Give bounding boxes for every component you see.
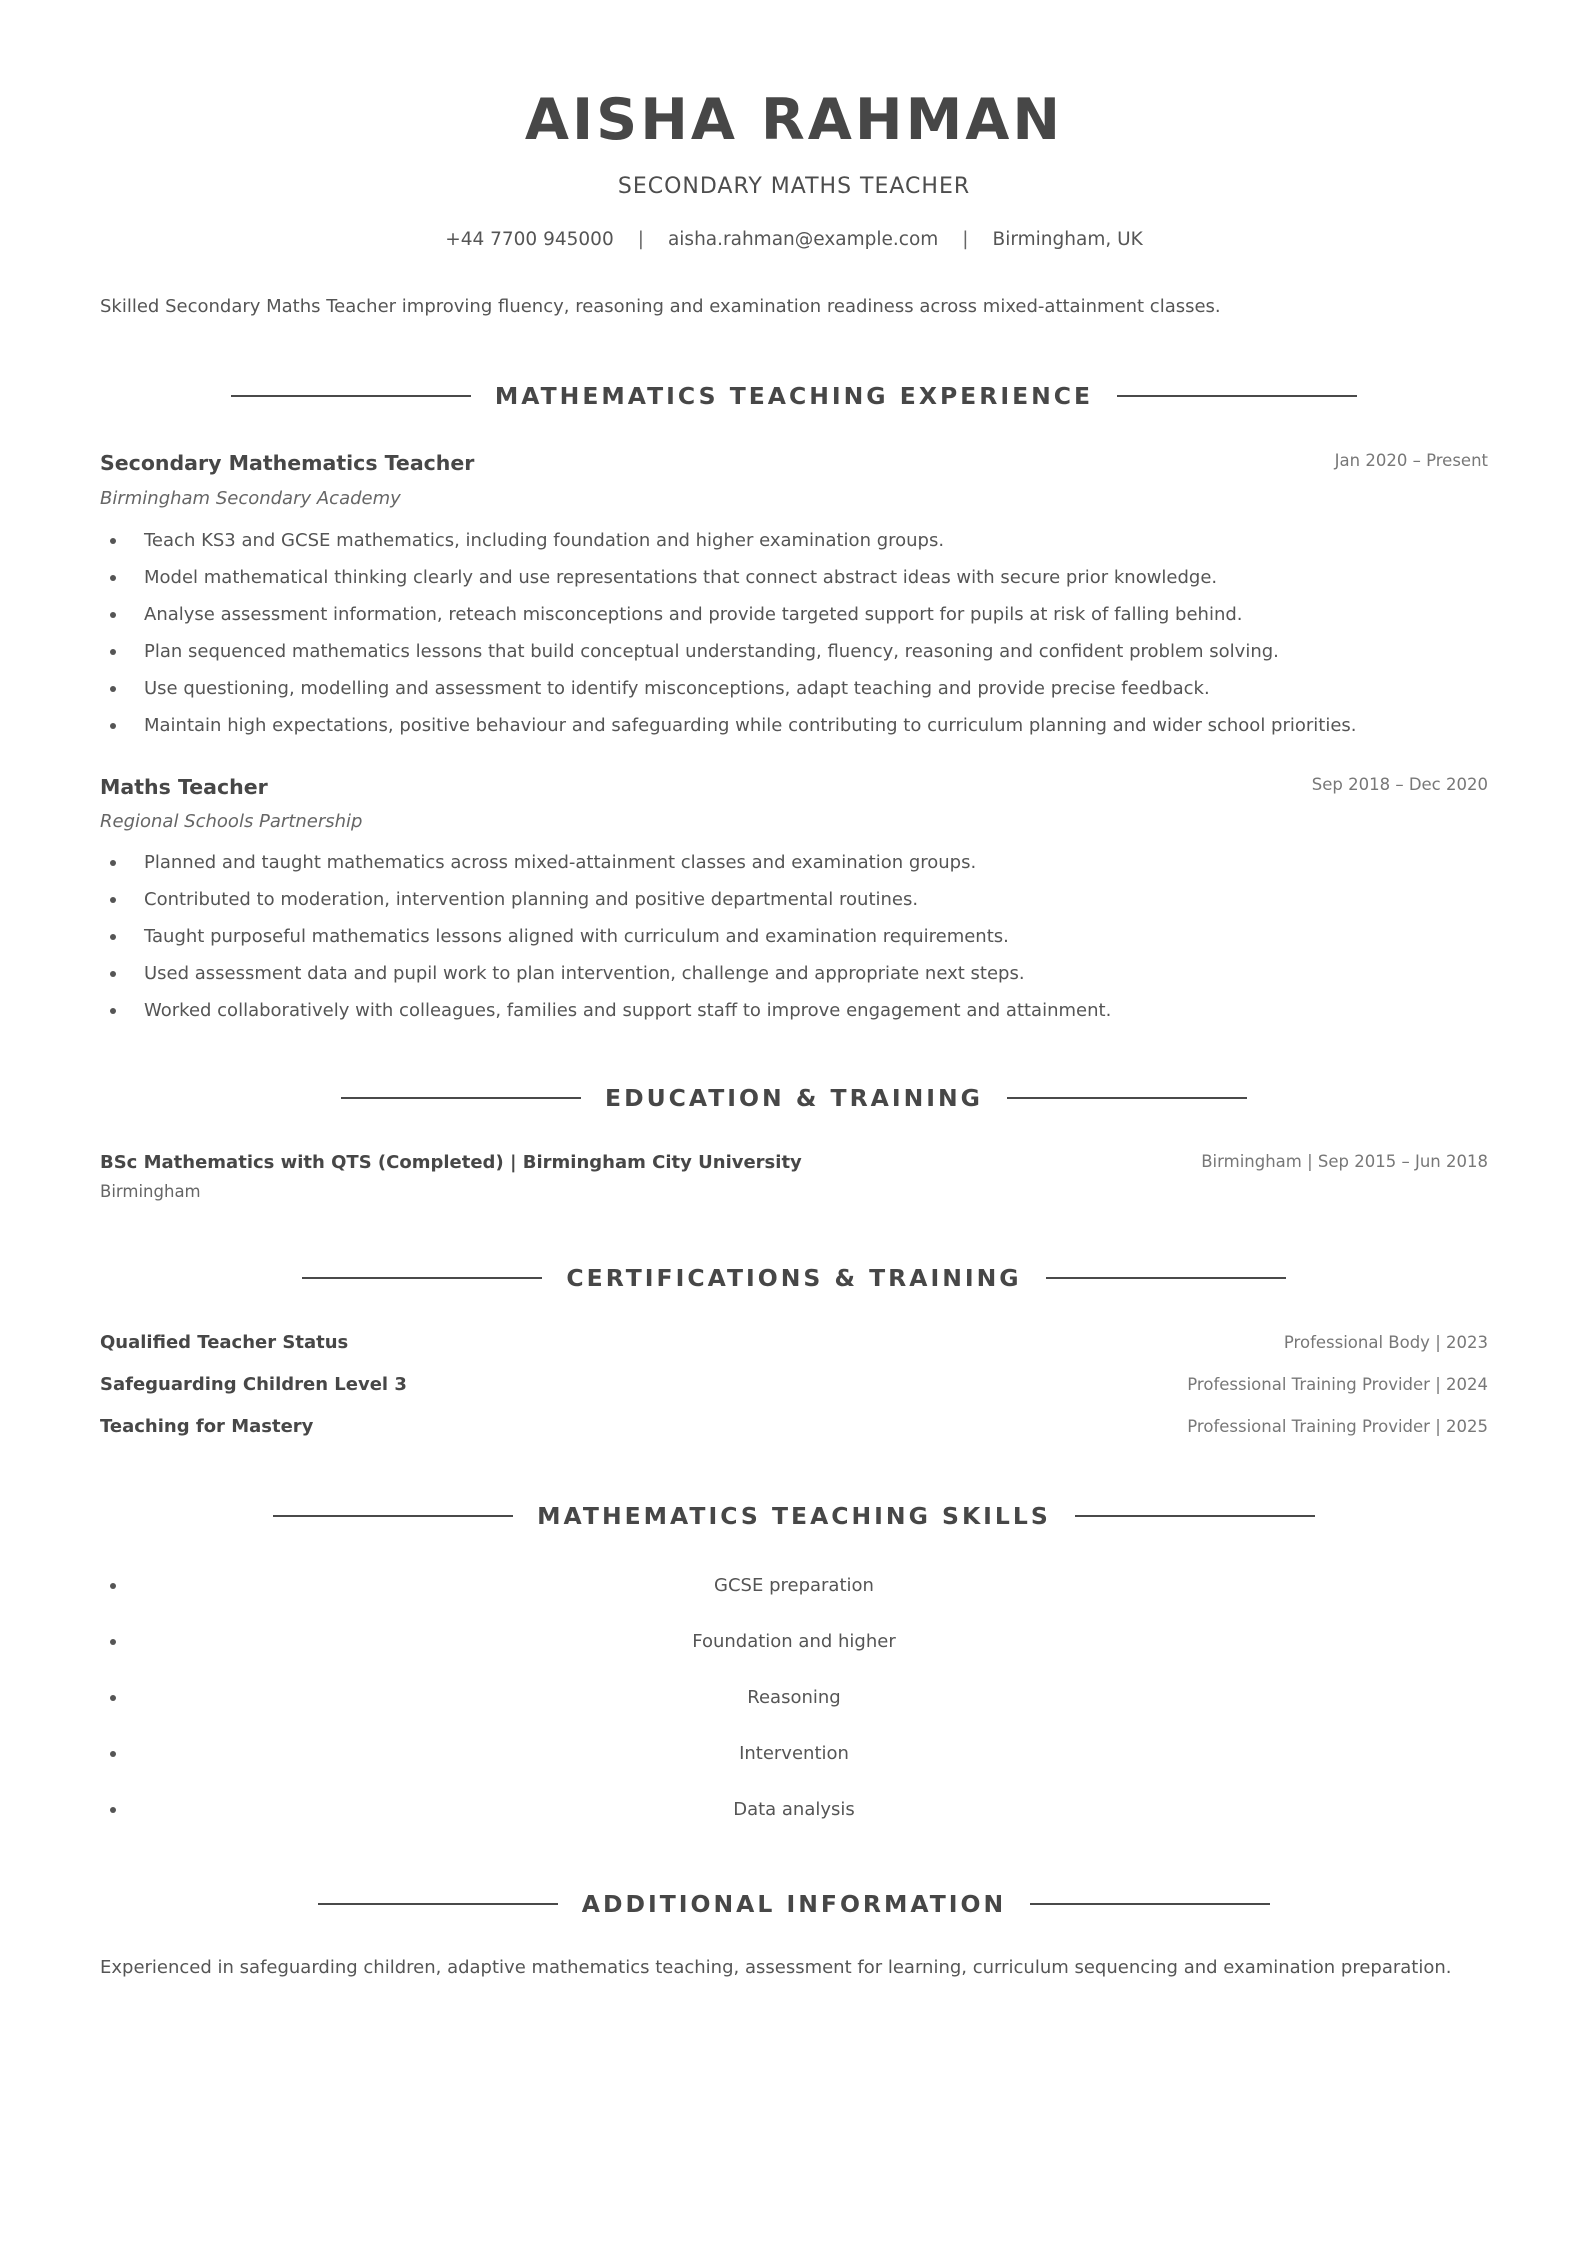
heading-rule: [1030, 1903, 1270, 1905]
bullet-item: Used assessment data and pupil work to plan intervention, challenge and appropriate next steps.: [100, 955, 1488, 992]
location: Birmingham, UK: [992, 229, 1143, 250]
bullet-item: Planned and taught mathematics across mixed-attainment classes and examination groups.: [100, 844, 1488, 881]
skill-item: Intervention: [100, 1726, 1488, 1782]
certification-name: Qualified Teacher Status: [100, 1332, 349, 1353]
job-dates: Sep 2018 – Dec 2020: [1311, 775, 1488, 794]
bullet-item: Contributed to moderation, intervention planning and positive departmental routines.: [100, 881, 1488, 918]
profile-summary: Skilled Secondary Maths Teacher improving fluency, reasoning and examination readiness across mixed-attainment classes.: [100, 296, 1221, 317]
certification-row: [100, 1412, 1488, 1442]
section-title: MATHEMATICS TEACHING EXPERIENCE: [494, 382, 1094, 410]
heading-rule: [302, 1277, 542, 1279]
certification-name: Safeguarding Children Level 3: [100, 1374, 407, 1395]
heading-rule: [1046, 1277, 1286, 1279]
certification-meta: Professional Training Provider | 2024: [1187, 1375, 1488, 1394]
certification-name: Teaching for Mastery: [100, 1416, 314, 1437]
skills-list: [100, 1558, 1488, 1838]
job-company: Regional Schools Partnership: [100, 811, 363, 832]
section-title: ADDITIONAL INFORMATION: [581, 1890, 1007, 1918]
section-heading-education: [100, 1078, 1488, 1118]
skill-item: Data analysis: [100, 1782, 1488, 1838]
bullet-item: Model mathematical thinking clearly and use representations that connect abstract ideas with secure prior knowledge.: [100, 559, 1488, 596]
heading-rule: [273, 1515, 513, 1517]
job-title: Maths Teacher: [100, 775, 268, 799]
contact-line: [100, 226, 1488, 254]
candidate-role: SECONDARY MATHS TEACHER: [617, 174, 971, 199]
section-title: MATHEMATICS TEACHING SKILLS: [537, 1502, 1051, 1530]
certification-row: [100, 1328, 1488, 1358]
skill-item: GCSE preparation: [100, 1558, 1488, 1614]
phone-number: +44 7700 945000: [445, 229, 614, 250]
bullet-item: Taught purposeful mathematics lessons aligned with curriculum and examination requirements.: [100, 918, 1488, 955]
job-dates: Jan 2020 – Present: [1334, 451, 1488, 470]
degree-location: Birmingham: [100, 1182, 201, 1201]
skill-item: Foundation and higher: [100, 1614, 1488, 1670]
certification-meta: Professional Training Provider | 2025: [1187, 1417, 1488, 1436]
heading-rule: [318, 1903, 558, 1905]
email-address: aisha.rahman@example.com: [667, 229, 939, 250]
degree-title: BSc Mathematics with QTS (Completed) | Birmingham City University: [100, 1152, 802, 1173]
contact-separator: |: [637, 229, 644, 250]
bullet-item: Worked collaboratively with colleagues, families and support staff to improve engagement and attainment.: [100, 992, 1488, 1029]
heading-rule: [231, 395, 471, 397]
candidate-name: AISHA RAHMAN: [524, 87, 1064, 153]
bullet-item: Analyse assessment information, reteach misconceptions and provide targeted support for pupils at risk of falling behind.: [100, 596, 1488, 633]
job-title: Secondary Mathematics Teacher: [100, 451, 475, 475]
job-bullets: [100, 522, 1488, 744]
section-heading-experience: [100, 376, 1488, 416]
additional-information: Experienced in safeguarding children, adaptive mathematics teaching, assessment for learning, curriculum sequencing and examination preparation.: [100, 1957, 1452, 1978]
bullet-item: Plan sequenced mathematics lessons that build conceptual understanding, fluency, reasoning and confident problem solving.: [100, 633, 1488, 670]
bullet-item: Maintain high expectations, positive behaviour and safeguarding while contributing to curriculum planning and wider school priorities.: [100, 707, 1488, 744]
degree-meta: Birmingham | Sep 2015 – Jun 2018: [1201, 1152, 1488, 1171]
job-company: Birmingham Secondary Academy: [100, 488, 401, 509]
section-title: CERTIFICATIONS & TRAINING: [566, 1264, 1022, 1292]
bullet-item: Teach KS3 and GCSE mathematics, including foundation and higher examination groups.: [100, 522, 1488, 559]
section-heading-certifications: [100, 1258, 1488, 1298]
contact-separator: |: [962, 229, 969, 250]
section-title: EDUCATION & TRAINING: [605, 1084, 983, 1112]
heading-rule: [1117, 395, 1357, 397]
certification-meta: Professional Body | 2023: [1283, 1333, 1488, 1352]
heading-rule: [1007, 1097, 1247, 1099]
bullet-item: Use questioning, modelling and assessment to identify misconceptions, adapt teaching and provide precise feedback.: [100, 670, 1488, 707]
skill-item: Reasoning: [100, 1670, 1488, 1726]
heading-rule: [1075, 1515, 1315, 1517]
job-bullets: [100, 844, 1488, 1029]
section-heading-skills: [100, 1496, 1488, 1536]
section-heading-additional: [100, 1884, 1488, 1924]
certification-row: [100, 1370, 1488, 1400]
heading-rule: [341, 1097, 581, 1099]
